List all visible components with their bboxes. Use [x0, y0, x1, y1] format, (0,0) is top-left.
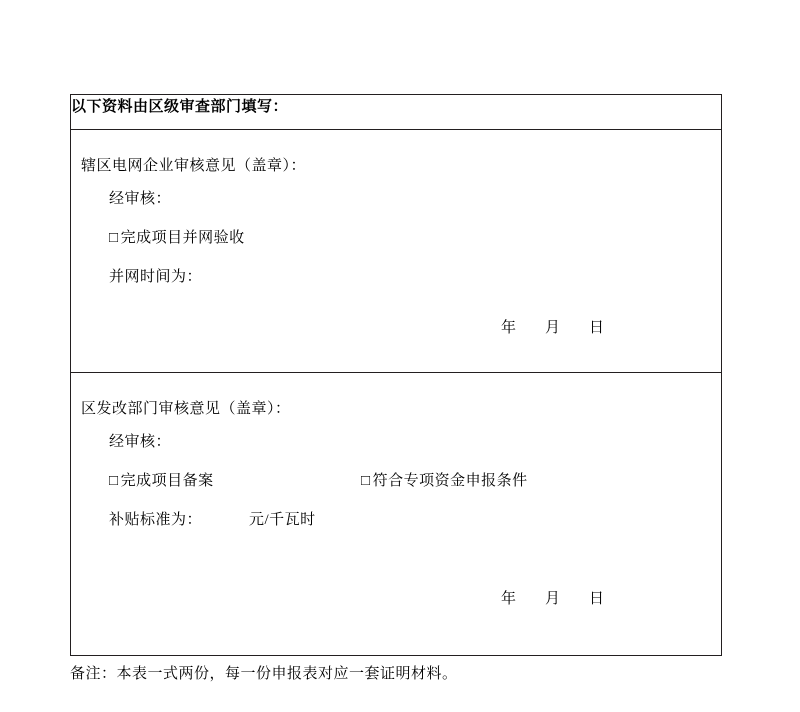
grid-company-review-label: 经审核：: [109, 191, 172, 207]
date-year-label: 年: [501, 591, 517, 607]
development-reform-section-title: 区发改部门审核意见（盖章）：: [81, 401, 291, 417]
grid-company-date-row: [71, 316, 721, 337]
review-form-table: [70, 94, 722, 656]
subsidy-standard-unit: 元/千瓦时: [249, 512, 316, 528]
date-day-label: 日: [589, 591, 605, 607]
grid-connection-date-label: 并网时间为：: [109, 269, 203, 285]
grid-company-checkbox-row[interactable]: [71, 208, 721, 247]
development-reform-date-row: [71, 587, 721, 608]
grid-company-section-title: 辖区电网企业审核意见（盖章）：: [81, 158, 307, 174]
subsidy-standard-label: 补贴标准为：: [109, 512, 203, 528]
date-month-label: 月: [545, 320, 561, 336]
checkbox-icon[interactable]: □: [109, 473, 119, 489]
table-row-grid-company: [71, 130, 722, 373]
development-reform-checkbox-row: [71, 451, 721, 490]
section-grid-company: [71, 130, 722, 373]
footnote-text: 备注：本表一式两份，每一份申报表对应一套证明材料。: [70, 666, 458, 682]
table-row-header: [71, 95, 722, 130]
date-month-label: 月: [545, 591, 561, 607]
development-reform-review-label: 经审核：: [109, 434, 172, 450]
table-row-development-reform: [71, 373, 722, 656]
date-day-label: 日: [589, 320, 605, 336]
form-header-title: 以下资料由区级审查部门填写：: [71, 95, 722, 130]
checkbox-project-record[interactable]: [71, 469, 361, 490]
checkbox-project-record-label: 完成项目备案: [120, 473, 214, 489]
checkbox-funding-eligibility-label: 符合专项资金申报条件: [372, 473, 528, 489]
date-year-label: 年: [501, 320, 517, 336]
checkbox-icon[interactable]: □: [109, 230, 119, 246]
grid-company-checkbox-label: 完成项目并网验收: [120, 230, 245, 246]
checkbox-funding-eligibility[interactable]: [361, 469, 721, 490]
checkbox-icon[interactable]: □: [361, 473, 371, 489]
section-development-reform: [71, 373, 722, 656]
subsidy-standard-row: [71, 490, 721, 529]
